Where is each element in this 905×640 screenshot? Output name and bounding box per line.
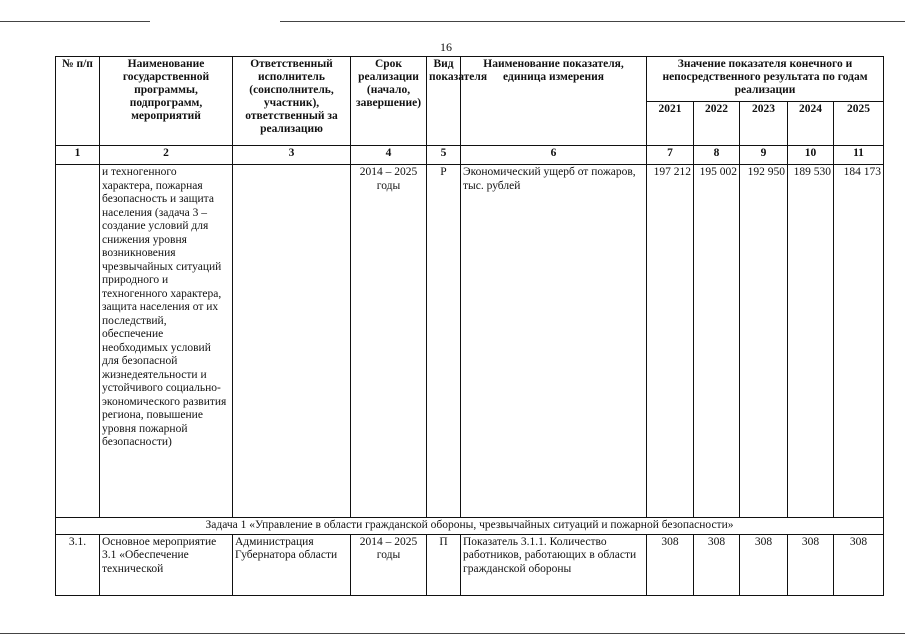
header-year-2022: 2022 — [694, 101, 740, 146]
column-number: 7 — [647, 146, 694, 165]
row2-type: П — [427, 534, 461, 595]
page-number: 16 — [440, 40, 452, 54]
header-year-2025: 2025 — [834, 101, 884, 146]
row2-num: 3.1. — [56, 534, 100, 595]
header-type: Вид показателя — [427, 57, 461, 146]
column-numbers-row — [56, 146, 884, 165]
indicators-table — [55, 56, 884, 596]
row1-term: 2014 – 2025 годы — [351, 165, 427, 518]
header-year-2023: 2023 — [740, 101, 788, 146]
row1-indicator: Экономический ущерб от пожаров, тыс. рублей — [461, 165, 647, 518]
header-indicator: Наименование показателя, единица измерения — [461, 57, 647, 146]
header-name: Наименование государственной программы, подпрограмм, мероприятий — [100, 57, 233, 146]
header-year-2024: 2024 — [788, 101, 834, 146]
table-row — [56, 165, 884, 518]
row1-num — [56, 165, 100, 518]
header-executor: Ответственный исполнитель (соисполнитель, участник), ответственный за реализацию — [233, 57, 351, 146]
header-term: Срок реализации (начало, завершение) — [351, 57, 427, 146]
header-values-group: Значение показателя конечного и непосредственного результата по годам реализации — [647, 57, 884, 102]
column-number: 2 — [100, 146, 233, 165]
column-number: 5 — [427, 146, 461, 165]
column-number: 11 — [834, 146, 884, 165]
row2-term: 2014 – 2025 годы — [351, 534, 427, 595]
row2-indicator: Показатель 3.1.1. Количество работников, работающих в области гражданской обороны — [461, 534, 647, 595]
column-number: 4 — [351, 146, 427, 165]
row1-value-2021: 197 212 — [647, 165, 694, 518]
row1-name: и техногенного характера, пожарная безопасность и защита населения (задача 3 – создание условий для снижения уровня возникновения чрезвычайных ситуаций природного и техногенного характера, защита населения от их последствий, обеспечение необходимых условий для безопасной жизнедеятельности и устойчивого социально-экономического развития региона, повышение уровня пожарной безопасности) — [100, 165, 233, 518]
scan-bottom-line — [0, 633, 905, 634]
row1-value-2023: 192 950 — [740, 165, 788, 518]
header-year-2021: 2021 — [647, 101, 694, 146]
column-number: 6 — [461, 146, 647, 165]
column-number: 1 — [56, 146, 100, 165]
row1-executor — [233, 165, 351, 518]
row2-value-2023: 308 — [740, 534, 788, 595]
scan-top-line-left — [0, 21, 150, 22]
header-num: № п/п — [56, 57, 100, 146]
column-number: 9 — [740, 146, 788, 165]
header-row — [56, 57, 884, 102]
row2-value-2024: 308 — [788, 534, 834, 595]
scan-top-line-right — [280, 21, 905, 22]
row1-type: Р — [427, 165, 461, 518]
row2-value-2022: 308 — [694, 534, 740, 595]
row1-value-2025: 184 173 — [834, 165, 884, 518]
row2-name: Основное мероприятие 3.1 «Обеспечение технической — [100, 534, 233, 595]
row2-value-2025: 308 — [834, 534, 884, 595]
column-number: 3 — [233, 146, 351, 165]
row1-value-2022: 195 002 — [694, 165, 740, 518]
column-number: 10 — [788, 146, 834, 165]
row2-executor: Администрация Губернатора области — [233, 534, 351, 595]
task-row — [56, 518, 884, 535]
row1-value-2024: 189 530 — [788, 165, 834, 518]
task1-title: Задача 1 «Управление в области гражданской обороны, чрезвычайных ситуаций и пожарной безопасности» — [56, 518, 884, 535]
column-number: 8 — [694, 146, 740, 165]
table-row — [56, 534, 884, 595]
row2-value-2021: 308 — [647, 534, 694, 595]
